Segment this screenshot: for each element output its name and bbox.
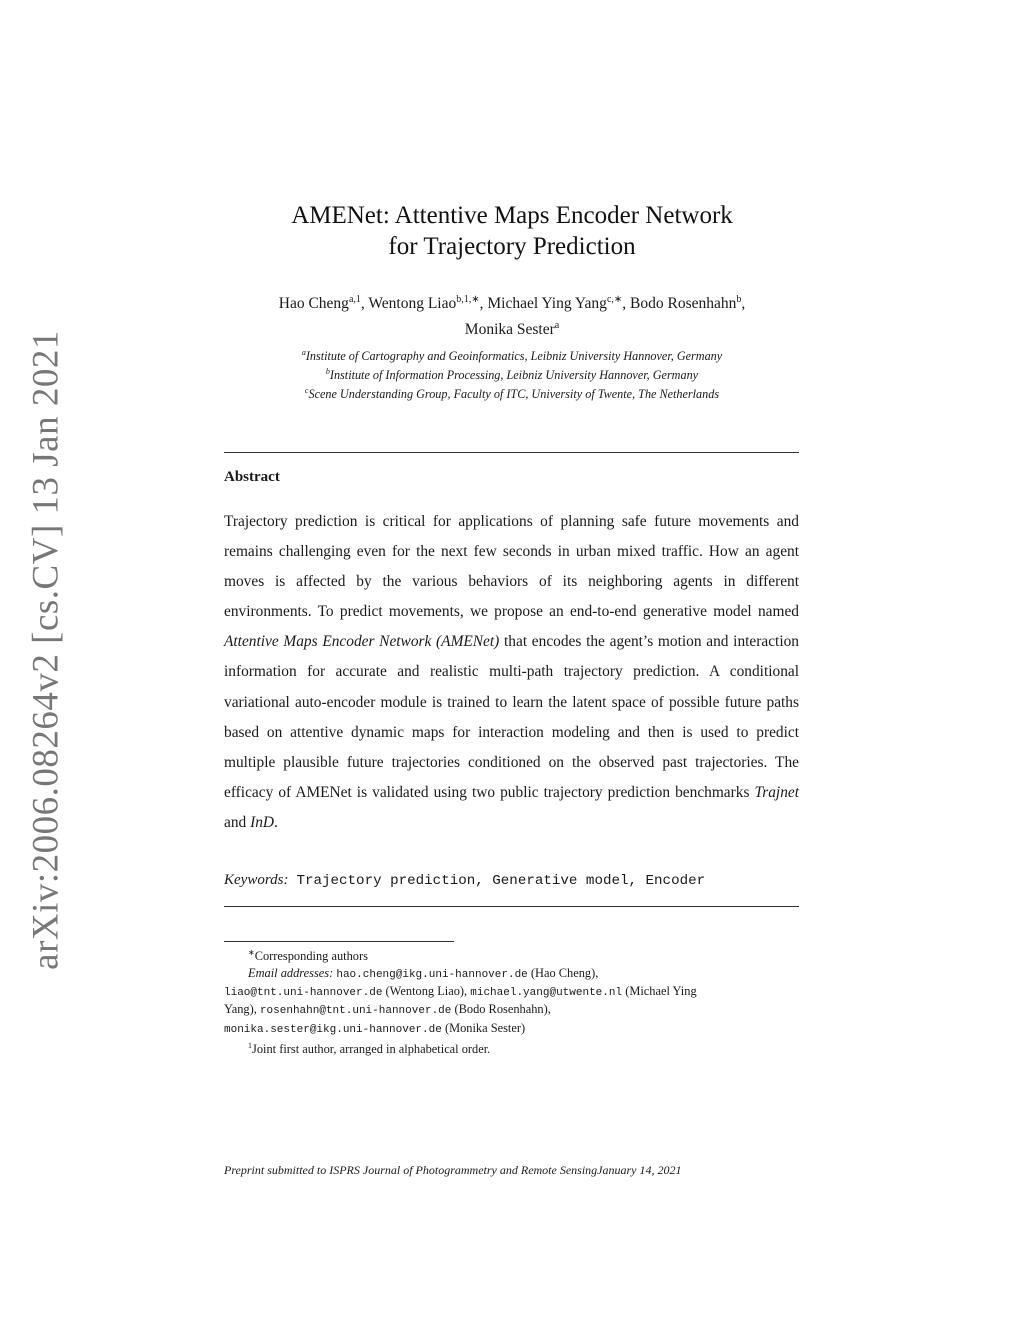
authors-line-1: Hao Cheng$^{a,1}$, Wentong Liao$^{b,1,∗}$, Michael Ying Yang$^{c,∗}$, Bodo Rosenhahn$^b$, — [278, 294, 746, 313]
email-link[interactable]: rosenhahn@tnt.uni-hannover.de — [259, 1005, 452, 1018]
benchmark-trajnet: Trajnet — [754, 783, 800, 801]
footnote-email-line-2 — [224, 983, 804, 1001]
footnote-text: Corresponding authors — [254, 949, 368, 964]
email-link[interactable]: liao@tnt.uni-hannover.de — [224, 986, 383, 999]
benchmark-ind: InD — [250, 813, 275, 831]
authors-line-2 — [0, 315, 1024, 341]
footnotes — [224, 945, 804, 1058]
affiliation-text: Scene Understanding Group, Faculty of ITC, University of Twente, The Netherlands — [308, 387, 720, 402]
keywords-values: Trajectory prediction, Generative model, Encoder — [296, 873, 706, 889]
abstract-conjunction: and — [224, 813, 247, 831]
abstract-text-part-1: Trajectory prediction is critical for applications of planning safe future movements and remains challenging even for the next few seconds in urban mixed traffic. How an agent moves is affected by the various behaviors of its neighboring agents in different environments. To predict movements, we propose an end-to-end generative model named — [224, 513, 799, 621]
abstract-bottom-rule — [224, 906, 799, 907]
author-name: Bodo Rosenhahn — [630, 295, 737, 313]
author-affiliation-mark: a,1 — [348, 294, 361, 305]
author-name: Monika Sester — [464, 321, 555, 339]
abstract-end-punct: . — [274, 813, 278, 831]
footnote-rule — [224, 941, 454, 942]
footnote-mark: ∗ — [248, 948, 255, 957]
paper-title — [0, 200, 1024, 262]
footnote-email-line-3 — [224, 1001, 804, 1019]
abstract-heading: Abstract — [224, 469, 280, 485]
preprint-date: January 14, 2021 — [597, 1163, 682, 1177]
email-owner: (Wentong Liao), — [385, 983, 468, 998]
preprint-journal: Preprint submitted to ISPRS Journal of Photogrammetry and Remote Sensing — [224, 1163, 598, 1177]
footnote-email-line-1 — [224, 965, 804, 983]
affiliation-text: Institute of Information Processing, Leibniz University Hannover, Germany — [329, 368, 699, 383]
email-label: Email addresses: — [248, 965, 334, 980]
author-affiliation-mark: b,1,∗ — [456, 294, 480, 305]
abstract-body — [224, 507, 799, 838]
preprint-notice — [224, 1163, 824, 1178]
affiliation-line — [0, 364, 1024, 383]
keywords-label: Keywords: — [224, 872, 289, 888]
affiliation-mark: c — [304, 386, 309, 396]
affiliation-line — [0, 345, 1024, 364]
abstract-top-rule — [224, 452, 799, 453]
email-link[interactable]: monika.sester@ikg.uni-hannover.de — [224, 1023, 442, 1036]
author-name: Wentong Liao — [368, 295, 457, 313]
abstract-text-part-2: that encodes the agent’s motion and interaction information for accurate and realistic multi-path trajectory prediction. A conditional variational auto-encoder module is trained to learn the latent space of possible future paths based on attentive dynamic maps for interaction modeling and then is used to predict multiple plausible future trajectories conditioned on the observed past trajectories. The efficacy of AMENet is validated using two public trajectory prediction benchmarks — [224, 633, 799, 801]
email-owner: (Michael Ying — [625, 983, 697, 998]
affiliation-mark: b — [325, 367, 330, 377]
email-link[interactable]: hao.cheng@ikg.uni-hannover.de — [336, 968, 528, 981]
author-affiliation-mark: a — [554, 320, 560, 332]
title-line-1: AMENet: Attentive Maps Encoder Network — [291, 202, 733, 229]
footnote-text: Joint first author, arranged in alphabetical order. — [252, 1042, 491, 1057]
author-affiliation-mark: b — [736, 294, 742, 305]
keywords — [224, 870, 799, 889]
footnote-corresponding — [224, 945, 804, 965]
email-link[interactable]: michael.yang@utwente.nl — [470, 986, 623, 999]
author-list — [0, 289, 1024, 341]
arxiv-identifier-stamp: arXiv:2006.08264v2 [cs.CV] 13 Jan 2021 — [25, 330, 67, 970]
email-owner: (Bodo Rosenhahn), — [454, 1002, 551, 1017]
footnote-email-line-4 — [224, 1020, 804, 1038]
email-owner: (Monika Sester) — [444, 1020, 526, 1035]
affiliation-line — [0, 383, 1024, 402]
model-name: Attentive Maps Encoder Network (AMENet) — [224, 633, 500, 651]
affiliations — [0, 345, 1024, 402]
title-line-2: for Trajectory Prediction — [388, 233, 636, 260]
affiliation-mark: a — [301, 348, 306, 357]
email-owner: Yang), — [224, 1002, 257, 1017]
affiliation-text: Institute of Cartography and Geoinformatics, Leibniz University Hannover, Germany — [305, 349, 723, 364]
email-owner: (Hao Cheng), — [530, 965, 599, 980]
author-name: Hao Cheng — [278, 295, 349, 313]
author-affiliation-mark: c,∗ — [606, 294, 623, 305]
footnote-joint-author — [224, 1038, 804, 1058]
author-name: Michael Ying Yang — [487, 295, 607, 313]
footnote-mark: 1 — [248, 1041, 252, 1051]
